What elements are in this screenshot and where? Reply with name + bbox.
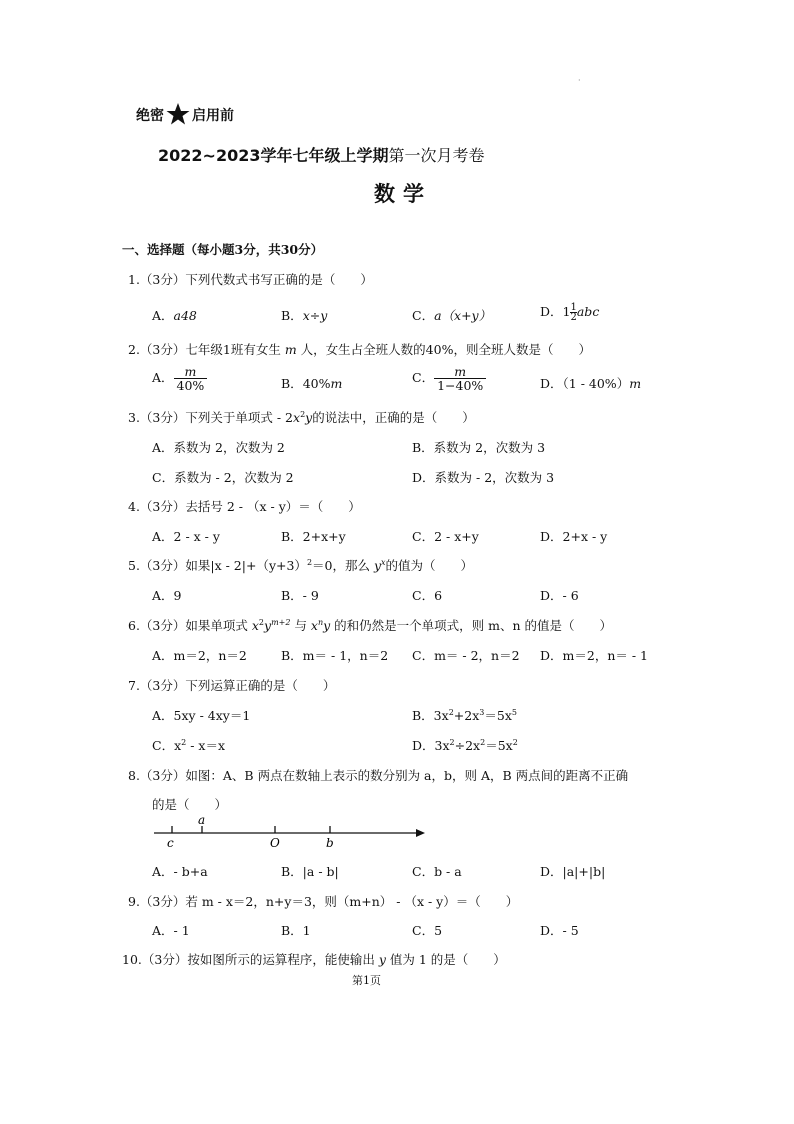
q4-option-b: B．2+x+y xyxy=(281,529,346,544)
q7-option-d: D．$3x^2\div 2x^2=5x^2$ xyxy=(412,737,518,753)
q5-option-b: B．- 9 xyxy=(281,588,319,603)
q9-option-a: A．- 1 xyxy=(152,923,190,938)
q8-stem-line1: 8.（3分）如图：A、B 两点在数轴上表示的数分别为 a，b，则 A，B 两点间的距离不正确 xyxy=(128,768,629,783)
q8-stem-line2: 的是（ ） xyxy=(152,797,228,812)
q8-option-a: A．- b+a xyxy=(152,864,208,879)
q9-stem: 9.（3分）若 m - x＝2，n+y＝3，则（m+n） - （x - y）＝（ ） xyxy=(128,894,519,909)
subject-title: 数学 xyxy=(374,182,432,206)
q9-option-c: C．5 xyxy=(412,923,443,938)
star-icon xyxy=(166,102,190,126)
q6-option-a: A．m＝2，n＝2 xyxy=(152,648,247,663)
q3-option-a: A．系数为 2，次数为 2 xyxy=(152,440,285,455)
q8-option-b: B．|a - b| xyxy=(281,864,339,879)
q3-option-c: C．系数为 - 2，次数为 2 xyxy=(152,470,294,485)
q6-option-d: D．m＝2，n＝ - 1 xyxy=(540,648,649,663)
q1-option-a: A．a48 xyxy=(152,308,197,323)
q2-stem: 2.（3分）七年级1班有女生 m 人，女生占全班人数的40%，则全班人数是（ ） xyxy=(128,342,591,357)
q4-option-c: C．2 - x+y xyxy=(412,529,479,544)
section-heading: 一、选择题（每小题3分，共30分） xyxy=(122,242,324,257)
q7-option-b: B．$3x^2+2x^3=5x^5$ xyxy=(412,707,517,723)
q2-option-a: A． $\frac{m}{40\%}$ xyxy=(152,365,207,392)
q3-stem: 3.（3分）下列关于单项式 - $2x^2y$的说法中，正确的是（ ） xyxy=(128,409,475,425)
q1-option-b: B．x÷y xyxy=(281,308,328,323)
q4-option-a: A．2 - x - y xyxy=(152,529,220,544)
exam-title xyxy=(158,143,485,166)
q5-stem: 5.（3分）如果$|x - 2|+(y+3)^2=0$，那么 $y^x$的值为（ ） xyxy=(128,557,474,573)
q6-option-c: C．m＝ - 2，n＝2 xyxy=(412,648,520,663)
q2-option-d: D．（1 - 40%）m xyxy=(540,376,642,391)
scan-mark: · xyxy=(578,76,581,85)
confidential-label xyxy=(136,102,234,126)
confidential-right: 启用前 xyxy=(192,108,234,124)
q5-option-a: A．9 xyxy=(152,588,182,603)
q10-stem: 10.（3分）按如图所示的运算程序，能使输出 y 值为 1 的是（ ） xyxy=(122,952,506,967)
number-line-figure xyxy=(150,815,430,855)
q7-option-c: C．$x^2 - x=x$ xyxy=(152,737,225,753)
q8-option-c: C．b - a xyxy=(412,864,462,879)
q4-option-d: D．2+x - y xyxy=(540,529,608,544)
q1-option-c: C．a（x+y） xyxy=(412,308,492,323)
label-c: c xyxy=(167,836,174,850)
label-o: O xyxy=(270,836,280,850)
q1-option-d: D．1 $\frac{1}{2}$ abc xyxy=(540,302,600,323)
arrow-right-icon xyxy=(416,829,425,837)
q2-option-b: B．40%m xyxy=(281,376,343,391)
q9-option-d: D．- 5 xyxy=(540,923,579,938)
exam-title-rest: 第一次月考卷 xyxy=(388,146,485,165)
q4-stem: 4.（3分）去括号 2 - （x - y）＝（ ） xyxy=(128,499,361,514)
q9-option-b: B．1 xyxy=(281,923,311,938)
q6-stem: 6.（3分）如果单项式 $x^2y^{m+2}$ 与 $x^ny$ 的和仍然是一个单项式，则 m、n 的值是（ ） xyxy=(128,617,613,633)
q7-option-a: A．5xy - 4xy＝1 xyxy=(152,708,251,723)
q6-option-b: B．m＝ - 1，n＝2 xyxy=(281,648,389,663)
q5-option-c: C．6 xyxy=(412,588,443,603)
page-number: 第1页 xyxy=(352,974,381,987)
confidential-left: 绝密 xyxy=(136,108,164,124)
q3-option-b: B．系数为 2，次数为 3 xyxy=(412,440,546,455)
q7-stem: 7.（3分）下列运算正确的是（ ） xyxy=(128,678,336,693)
q2-option-c: C． $\frac{m}{1-40\%}$ xyxy=(412,365,486,392)
q1-stem: 1.（3分）下列代数式书写正确的是（ ） xyxy=(128,272,373,287)
exam-title-bold: 2022~2023学年七年级上学期 xyxy=(158,146,389,165)
label-a: a xyxy=(198,815,206,827)
q8-option-d: D．|a|+|b| xyxy=(540,864,606,879)
q5-option-d: D．- 6 xyxy=(540,588,579,603)
q3-option-d: D．系数为 - 2，次数为 3 xyxy=(412,470,555,485)
label-b: b xyxy=(326,836,334,850)
